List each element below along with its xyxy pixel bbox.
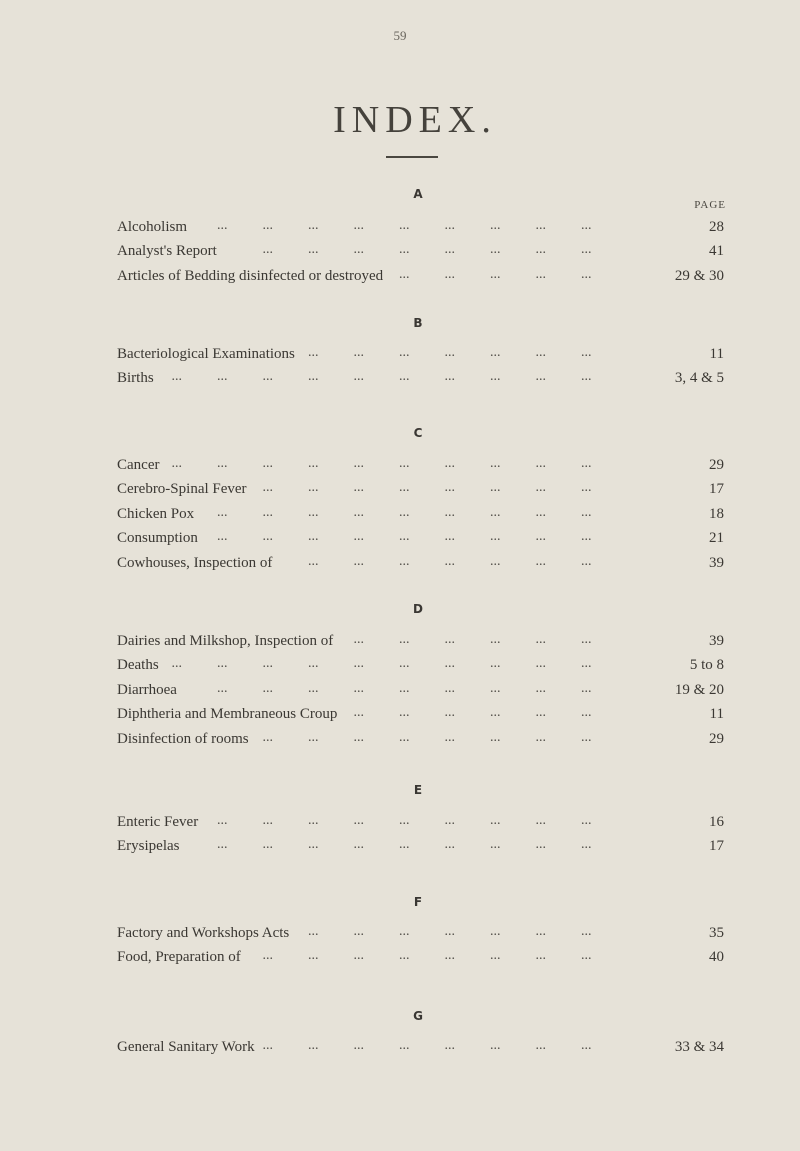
leader-dots: ...: [490, 242, 501, 258]
index-entry-page: 41: [709, 243, 724, 260]
leader-dots: ...: [444, 813, 455, 828]
index-entry-page: 16: [709, 814, 724, 830]
dot-leader: [117, 701, 724, 725]
index-entry: [117, 702, 724, 726]
dot-leader: [117, 809, 724, 833]
dot-leader: [117, 1034, 724, 1058]
section-letter-e: E: [413, 783, 423, 797]
index-entry: [117, 502, 724, 526]
leader-dots: ...: [490, 948, 501, 964]
leader-dots: ...: [262, 480, 273, 496]
index-entry-page: 40: [709, 949, 724, 966]
leader-dots: ...: [581, 729, 592, 745]
leader-dots: ...: [308, 456, 319, 471]
leader-dots: ...: [171, 369, 182, 385]
index-entry: [117, 551, 724, 575]
index-entry: [117, 239, 724, 263]
leader-dots: ...: [353, 948, 364, 964]
dot-leader: [117, 677, 724, 701]
leader-dots: ...: [490, 632, 501, 647]
leader-dots: ...: [353, 656, 364, 672]
index-entry-page: 11: [709, 346, 724, 362]
index-entry-page: 21: [709, 530, 724, 547]
leader-dots: ...: [217, 369, 228, 385]
index-entry-label: Consumption: [117, 530, 198, 547]
index-entry-page: 18: [709, 505, 724, 522]
leader-dots: ...: [353, 480, 364, 496]
leader-dots: ...: [353, 529, 364, 545]
dot-leader: [117, 341, 724, 365]
leader-dots: ...: [217, 680, 228, 696]
leader-dots: ...: [535, 813, 546, 828]
leader-dots: ...: [353, 369, 364, 385]
index-entry-page: 33 & 34: [674, 1039, 724, 1055]
leader-dots: ...: [581, 837, 592, 853]
index-entry-page: 5 to 8: [689, 657, 724, 674]
leader-dots: ...: [353, 504, 364, 520]
dot-leader: [117, 525, 724, 549]
leader-dots: ...: [399, 632, 410, 647]
leader-dots: ...: [262, 948, 273, 964]
leader-dots: ...: [490, 480, 501, 496]
leader-dots: ...: [353, 456, 364, 471]
leader-dots: ...: [490, 345, 501, 360]
leader-dots: ...: [353, 680, 364, 696]
leader-dots: ...: [399, 837, 410, 853]
dot-leader: [117, 920, 724, 944]
leader-dots: ...: [308, 680, 319, 696]
leader-dots: ...: [490, 369, 501, 385]
index-entry-page: 35: [709, 925, 724, 941]
leader-dots: ...: [444, 553, 455, 569]
leader-dots: ...: [535, 480, 546, 496]
index-entry: [117, 366, 724, 390]
leader-dots: ...: [308, 656, 319, 672]
leader-dots: ...: [444, 729, 455, 745]
leader-dots: ...: [490, 218, 501, 233]
index-entry-page: 11: [709, 706, 724, 723]
leader-dots: ...: [399, 924, 410, 939]
leader-dots: ...: [399, 553, 410, 569]
leader-dots: ...: [353, 553, 364, 569]
leader-dots: ...: [535, 705, 546, 721]
leader-dots: ...: [535, 656, 546, 672]
index-entry-page: 17: [709, 838, 724, 855]
index-entry-page: 29 & 30: [674, 267, 724, 284]
leader-dots: ...: [262, 242, 273, 258]
leader-dots: ...: [535, 837, 546, 853]
leader-dots: ...: [262, 369, 273, 385]
leader-dots: ...: [217, 456, 228, 471]
index-entry: [117, 264, 724, 288]
leader-dots: ...: [308, 837, 319, 853]
leader-dots: ...: [217, 813, 228, 828]
leader-dots: ...: [444, 529, 455, 545]
index-entry-page: 29: [709, 730, 724, 747]
section-letter-b: B: [413, 316, 423, 330]
index-entry-label: Cerebro-Spinal Fever: [117, 481, 247, 498]
leader-dots: ...: [353, 705, 364, 721]
leader-dots: ...: [490, 680, 501, 696]
leader-dots: ...: [490, 504, 501, 520]
leader-dots: ...: [581, 529, 592, 545]
leader-dots: ...: [353, 813, 364, 828]
leader-dots: ...: [490, 266, 501, 282]
leader-dots: ...: [308, 529, 319, 545]
leader-dots: ...: [217, 504, 228, 520]
dot-leader: [117, 501, 724, 525]
page-number: 59: [393, 28, 407, 43]
leader-dots: ...: [581, 553, 592, 569]
leader-dots: ...: [490, 729, 501, 745]
leader-dots: ...: [353, 242, 364, 258]
leader-dots: ...: [171, 656, 182, 672]
leader-dots: ...: [581, 813, 592, 828]
page-title: INDEX.: [333, 99, 497, 141]
leader-dots: ...: [444, 1038, 455, 1053]
leader-dots: ...: [444, 242, 455, 258]
section-letter-g: G: [413, 1009, 423, 1023]
index-entry: [117, 945, 724, 969]
leader-dots: ...: [444, 218, 455, 233]
index-entry: [117, 678, 724, 702]
index-entry-label: Factory and Workshops Acts: [117, 925, 290, 941]
leader-dots: ...: [581, 656, 592, 672]
index-entry-label: Deaths: [117, 657, 159, 674]
leader-dots: ...: [399, 456, 410, 471]
index-entry: [117, 1035, 724, 1059]
leader-dots: ...: [535, 504, 546, 520]
leader-dots: ...: [444, 705, 455, 721]
leader-dots: ...: [444, 680, 455, 696]
leader-dots: ...: [353, 1038, 364, 1053]
leader-dots: ...: [217, 218, 228, 233]
index-entry-label: General Sanitary Work: [117, 1039, 255, 1055]
index-entry-page: 39: [709, 633, 724, 649]
leader-dots: ...: [444, 456, 455, 471]
leader-dots: ...: [399, 529, 410, 545]
index-entry-label: Births: [117, 370, 154, 387]
index-entry-label: Disinfection of rooms: [117, 730, 249, 747]
leader-dots: ...: [535, 218, 546, 233]
leader-dots: ...: [399, 729, 410, 745]
title-rule: [386, 156, 438, 158]
leader-dots: ...: [399, 504, 410, 520]
index-entry: [117, 834, 724, 858]
dot-leader: [117, 476, 724, 500]
page-column-heading: PAGE: [694, 199, 726, 211]
leader-dots: ...: [262, 504, 273, 520]
leader-dots: ...: [217, 529, 228, 545]
leader-dots: ...: [490, 456, 501, 471]
leader-dots: ...: [353, 345, 364, 360]
leader-dots: ...: [444, 837, 455, 853]
leader-dots: ...: [444, 266, 455, 282]
leader-dots: ...: [581, 369, 592, 385]
index-entry: [117, 727, 724, 751]
leader-dots: ...: [535, 729, 546, 745]
leader-dots: ...: [262, 813, 273, 828]
leader-dots: ...: [353, 632, 364, 647]
leader-dots: ...: [535, 266, 546, 282]
leader-dots: ...: [490, 553, 501, 569]
leader-dots: ...: [490, 813, 501, 828]
leader-dots: ...: [535, 553, 546, 569]
leader-dots: ...: [581, 480, 592, 496]
leader-dots: ...: [353, 729, 364, 745]
leader-dots: ...: [581, 218, 592, 233]
leader-dots: ...: [308, 369, 319, 385]
leader-dots: ...: [262, 1038, 273, 1053]
leader-dots: ...: [581, 456, 592, 471]
index-entry: [117, 810, 724, 834]
leader-dots: ...: [308, 948, 319, 964]
leader-dots: ...: [308, 480, 319, 496]
leader-dots: ...: [399, 813, 410, 828]
leader-dots: ...: [535, 369, 546, 385]
leader-dots: ...: [581, 948, 592, 964]
leader-dots: ...: [490, 924, 501, 939]
leader-dots: ...: [262, 837, 273, 853]
leader-dots: ...: [399, 266, 410, 282]
leader-dots: ...: [262, 729, 273, 745]
leader-dots: ...: [444, 480, 455, 496]
leader-dots: ...: [581, 242, 592, 258]
dot-leader: [117, 726, 724, 750]
index-entry-label: Cowhouses, Inspection of: [117, 554, 273, 571]
index-entry-page: 19 & 20: [674, 681, 724, 698]
index-entry-label: Cancer: [117, 457, 160, 473]
leader-dots: ...: [581, 705, 592, 721]
leader-dots: ...: [399, 656, 410, 672]
leader-dots: ...: [308, 242, 319, 258]
index-entry: [117, 215, 724, 239]
section-letter-c: C: [413, 426, 423, 440]
leader-dots: ...: [399, 948, 410, 964]
dot-leader: [117, 652, 724, 676]
index-entry-page: 29: [709, 457, 724, 473]
leader-dots: ...: [308, 345, 319, 360]
index-entry-label: Alcoholism: [117, 219, 187, 235]
leader-dots: ...: [399, 705, 410, 721]
index-entry-label: Food, Preparation of: [117, 949, 241, 966]
section-letter-f: F: [413, 895, 423, 909]
leader-dots: ...: [399, 242, 410, 258]
leader-dots: ...: [581, 1038, 592, 1053]
leader-dots: ...: [308, 1038, 319, 1053]
leader-dots: ...: [262, 218, 273, 233]
index-entry-page: 17: [709, 481, 724, 498]
index-entry-page: 39: [709, 554, 724, 571]
dot-leader: [117, 365, 724, 389]
leader-dots: ...: [581, 632, 592, 647]
index-entry-label: Articles of Bedding disinfected or destroyed: [117, 267, 384, 284]
leader-dots: ...: [444, 656, 455, 672]
leader-dots: ...: [490, 529, 501, 545]
index-entry-page: 3, 4 & 5: [674, 370, 724, 387]
leader-dots: ...: [262, 529, 273, 545]
index-entry-label: Bacteriological Examinations: [117, 346, 295, 362]
leader-dots: ...: [399, 480, 410, 496]
leader-dots: ...: [490, 656, 501, 672]
leader-dots: ...: [399, 218, 410, 233]
leader-dots: ...: [444, 504, 455, 520]
dot-leader: [117, 550, 724, 574]
leader-dots: ...: [399, 345, 410, 360]
index-entry-label: Enteric Fever: [117, 814, 199, 830]
index-entry-page: 28: [709, 219, 724, 235]
leader-dots: ...: [399, 1038, 410, 1053]
leader-dots: ...: [535, 948, 546, 964]
leader-dots: ...: [308, 813, 319, 828]
dot-leader: [117, 214, 724, 238]
leader-dots: ...: [399, 680, 410, 696]
leader-dots: ...: [308, 924, 319, 939]
leader-dots: ...: [535, 1038, 546, 1053]
leader-dots: ...: [217, 837, 228, 853]
index-entry: [117, 477, 724, 501]
leader-dots: ...: [535, 924, 546, 939]
dot-leader: [117, 238, 724, 262]
index-entry-label: Diphtheria and Membraneous Croup: [117, 706, 338, 723]
leader-dots: ...: [353, 924, 364, 939]
leader-dots: ...: [535, 242, 546, 258]
leader-dots: ...: [535, 632, 546, 647]
dot-leader: [117, 452, 724, 476]
leader-dots: ...: [171, 456, 182, 471]
leader-dots: ...: [217, 656, 228, 672]
leader-dots: ...: [444, 632, 455, 647]
index-entry: [117, 342, 724, 366]
leader-dots: ...: [308, 504, 319, 520]
leader-dots: ...: [399, 369, 410, 385]
leader-dots: ...: [353, 218, 364, 233]
leader-dots: ...: [581, 345, 592, 360]
leader-dots: ...: [262, 680, 273, 696]
leader-dots: ...: [581, 504, 592, 520]
leader-dots: ...: [490, 705, 501, 721]
leader-dots: ...: [535, 529, 546, 545]
index-entry-label: Chicken Pox: [117, 505, 195, 522]
index-entry: [117, 921, 724, 945]
index-entry-label: Diarrhoea: [117, 681, 177, 698]
dot-leader: [117, 263, 724, 287]
index-entry-label: Erysipelas: [117, 838, 180, 855]
index-entry: [117, 653, 724, 677]
leader-dots: ...: [308, 729, 319, 745]
index-entry: [117, 629, 724, 653]
section-letter-a: A: [413, 187, 423, 201]
leader-dots: ...: [444, 369, 455, 385]
leader-dots: ...: [535, 345, 546, 360]
leader-dots: ...: [308, 218, 319, 233]
index-entry-label: Dairies and Milkshop, Inspection of: [117, 633, 334, 649]
leader-dots: ...: [490, 1038, 501, 1053]
dot-leader: [117, 628, 724, 652]
dot-leader: [117, 944, 724, 968]
leader-dots: ...: [581, 266, 592, 282]
section-letter-d: D: [413, 602, 423, 616]
leader-dots: ...: [262, 456, 273, 471]
leader-dots: ...: [535, 456, 546, 471]
leader-dots: ...: [308, 553, 319, 569]
leader-dots: ...: [444, 345, 455, 360]
leader-dots: ...: [581, 680, 592, 696]
leader-dots: ...: [535, 680, 546, 696]
index-entry: [117, 526, 724, 550]
leader-dots: ...: [490, 837, 501, 853]
leader-dots: ...: [262, 656, 273, 672]
leader-dots: ...: [353, 837, 364, 853]
dot-leader: [117, 833, 724, 857]
leader-dots: ...: [581, 924, 592, 939]
index-entry-label: Analyst's Report: [117, 243, 217, 260]
leader-dots: ...: [444, 924, 455, 939]
index-entry: [117, 453, 724, 477]
leader-dots: ...: [444, 948, 455, 964]
